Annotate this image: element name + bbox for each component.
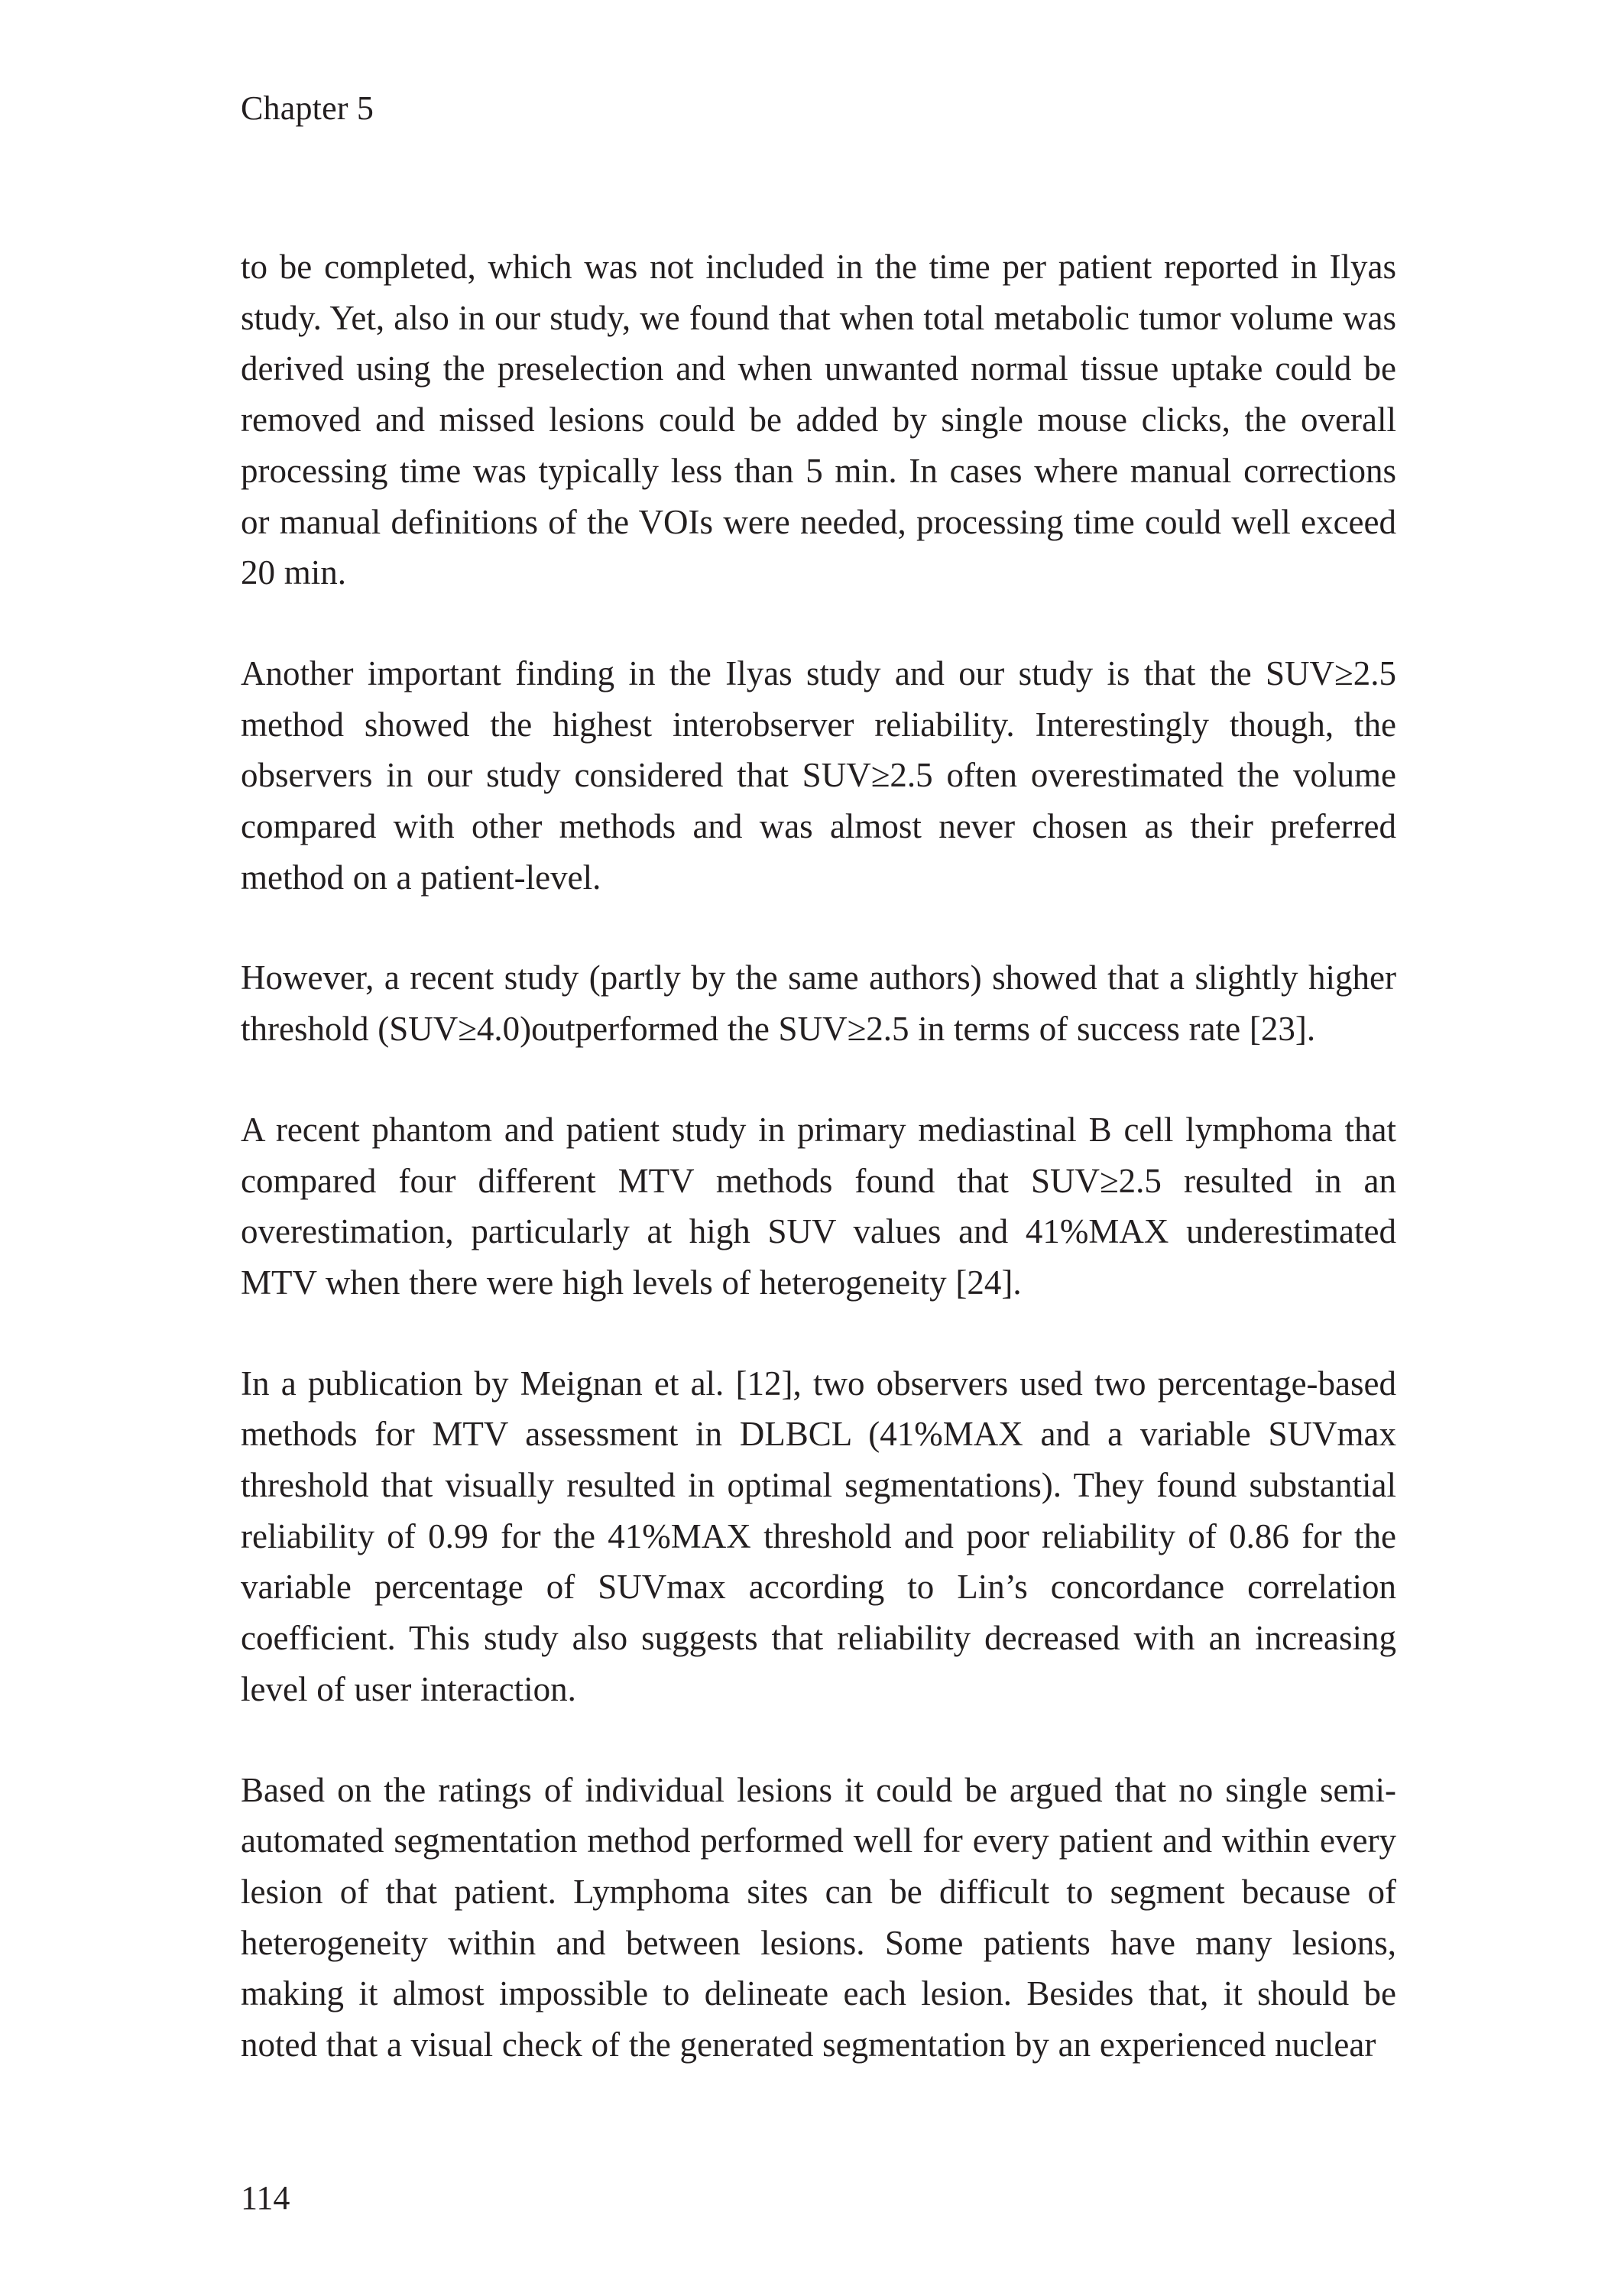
paragraph-threshold-success-rate: However, a recent study (partly by the same authors) showed that a slightly higher threshold (SUV≥4.0)outperformed the SUV≥2.5 in terms of success rate [23].	[241, 958, 1396, 1049]
paragraph-phantom-study: A recent phantom and patient study in primary mediastinal B cell lymphoma that compared four different MTV methods found that SUV≥2.5 resulted in an overestimation, particularly at high SUV values and 41%MAX underestimated MTV when there were high levels of heterogeneity [24].	[241, 1110, 1396, 1302]
body-text	[241, 242, 1396, 2120]
paragraph-individual-lesions: Based on the ratings of individual lesions it could be argued that no single semi-automated segmentation method performed well for every patient and within every lesion of that patient. Lymphoma sites can be difficult to segment because of heterogeneity within and between lesions. Some patients have many lesions, making it almost impossible to delineate each lesion. Besides that, it should be noted that a visual check of the generated segmentation by an experienced nuclear	[241, 1770, 1396, 2064]
running-header: Chapter 5	[241, 89, 374, 127]
paragraph-meignan-publication: In a publication by Meignan et al. [12], two observers used two percentage-based methods for MTV assessment in DLBCL (41%MAX and a variable SUVmax threshold that visually resulted in optimal segmentations). They found substantial reliability of 0.99 for the 41%MAX threshold and poor reliability of 0.86 for the variable percentage of SUVmax according to Lin’s concordance correlation coefficient. This study also suggests that reliability decreased with an increasing level of user interaction.	[241, 1364, 1396, 1708]
paragraph-processing-time: to be completed, which was not included in the time per patient reported in Ilyas study. Yet, also in our study, we found that when total metabolic tumor volume was derived using the preselection and when unwanted normal tissue uptake could be removed and missed lesions could be added by single mouse clicks, the overall processing time was typically less than 5 min. In cases where manual corrections or manual definitions of the VOIs were needed, processing time could well exceed 20 min.	[241, 248, 1396, 592]
paragraph-interobserver-reliability: Another important finding in the Ilyas study and our study is that the SUV≥2.5 method showed the highest interobserver reliability. Interestingly though, the observers in our study considered that SUV≥2.5 often overestimated the volume compared with other methods and was almost never chosen as their preferred method on a patient-level.	[241, 654, 1396, 897]
page-number: 114	[241, 2179, 290, 2217]
